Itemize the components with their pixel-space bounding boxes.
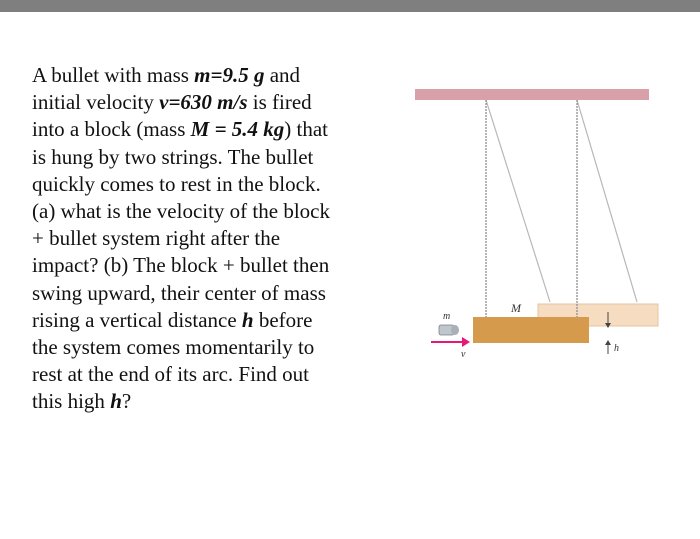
problem-text-segment: A bullet with mass xyxy=(32,63,195,87)
problem-line xyxy=(32,361,392,388)
problem-line xyxy=(32,388,392,415)
problem-text-segment: into a block (mass xyxy=(32,117,191,142)
problem-line xyxy=(32,334,392,361)
label-bullet-mass: m xyxy=(443,311,451,322)
problem-text xyxy=(32,62,392,416)
problem-line xyxy=(32,307,392,334)
problem-text-segment: this high xyxy=(32,389,111,414)
velocity-arrowhead xyxy=(462,337,470,347)
problem-text-segment: + bullet system right after the xyxy=(32,226,281,251)
problem-text-segment: is hung by two strings. The bullet xyxy=(32,144,314,169)
block xyxy=(473,317,589,343)
pendulum-figure xyxy=(410,80,670,380)
pendulum-diagram xyxy=(410,80,670,380)
problem-text-segment: impact? (b) The block + bullet then xyxy=(32,253,330,278)
problem-line xyxy=(32,62,392,89)
string-left-raised xyxy=(486,100,550,302)
problem-variable: h xyxy=(110,389,122,414)
problem-text-segment: before xyxy=(253,307,313,332)
problem-variable: v=630 m/s xyxy=(159,90,248,115)
label-block-mass: M xyxy=(511,301,521,315)
problem-line xyxy=(32,171,392,198)
problem-text-segment: ) that xyxy=(284,117,329,142)
problem-text-segment: initial velocity xyxy=(32,90,160,115)
problem-text-segment: quickly comes to rest in the block. xyxy=(32,171,321,196)
top-bar xyxy=(0,0,700,12)
height-arrowhead-up xyxy=(605,340,611,345)
problem-line xyxy=(32,198,392,225)
problem-variable: m=9.5 g xyxy=(194,63,265,87)
label-velocity: v xyxy=(461,349,466,360)
problem-line xyxy=(32,144,392,171)
problem-line xyxy=(32,116,392,143)
problem-line xyxy=(32,280,392,307)
problem-text-segment: swing upward, their center of mass xyxy=(32,280,326,305)
ceiling-bar xyxy=(415,89,649,100)
problem-text-segment: the system comes momentarily to xyxy=(32,335,315,360)
bullet-tip xyxy=(451,325,459,335)
problem-text-segment: and xyxy=(264,63,301,87)
problem-line xyxy=(32,89,392,116)
problem-variable: h xyxy=(241,307,254,332)
problem-text-segment: rising a vertical distance xyxy=(32,307,242,332)
problem-line xyxy=(32,225,392,252)
problem-line xyxy=(32,252,392,279)
problem-variable: M = 5.4 kg xyxy=(190,117,285,142)
label-height: h xyxy=(614,343,619,354)
problem-text-segment: rest at the end of its arc. Find out xyxy=(32,362,310,387)
problem-text-segment: (a) what is the velocity of the block xyxy=(32,199,330,224)
string-right-raised xyxy=(577,100,637,302)
problem-text-segment: is fired xyxy=(247,90,312,115)
problem-text-segment: ? xyxy=(121,389,132,414)
